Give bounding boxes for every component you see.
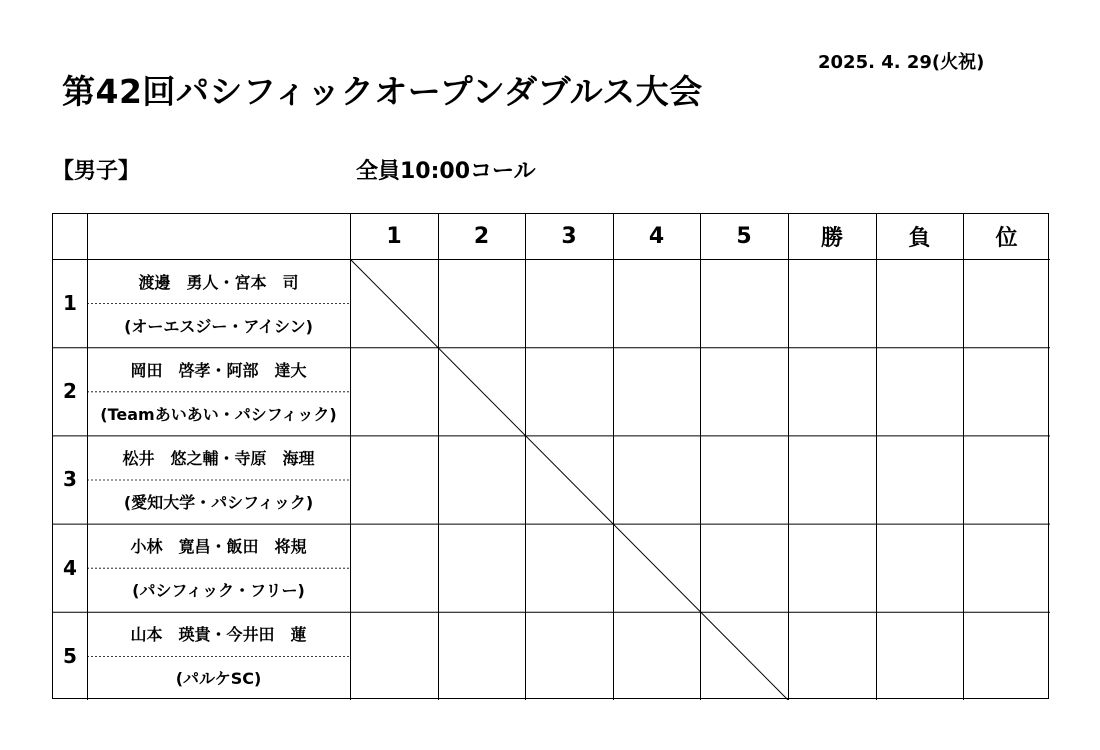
self-match-diagonal [350, 259, 788, 700]
player-names: 山本 瑛貴・今井田 蓮 [130, 625, 307, 645]
player-names: 岡田 啓孝・阿部 達大 [130, 360, 307, 380]
column-header: 2 [473, 224, 490, 249]
row-number: 5 [63, 643, 77, 668]
division-label: 【男子】 [52, 159, 141, 184]
column-header: 1 [386, 224, 402, 249]
column-header: 4 [648, 224, 665, 249]
column-header: 3 [561, 224, 577, 249]
player-names: 渡邊 勇人・宮本 司 [138, 272, 299, 292]
column-header: 5 [736, 224, 752, 249]
row-number: 3 [63, 467, 77, 492]
league-table [52, 213, 1049, 699]
player-club: (パシフィック・フリー) [132, 581, 305, 601]
event-title: 第42回パシフィックオープンダブルス大会 [62, 72, 703, 111]
player-names: 松井 悠之輔・寺原 海理 [122, 448, 315, 468]
player-club: (Teamあいあい・パシフィック) [100, 404, 337, 424]
column-header: 負 [908, 226, 931, 251]
row-number: 2 [63, 379, 77, 404]
column-header: 勝 [820, 226, 843, 251]
player-club: (愛知大学・パシフィック) [123, 493, 314, 513]
row-number: 1 [63, 291, 77, 316]
column-header: 位 [995, 226, 1018, 251]
event-date: 2025. 4. 29(火祝) [818, 52, 985, 73]
player-club: (パルケSC) [175, 669, 262, 689]
player-names: 小林 寛昌・飯田 将規 [130, 537, 307, 557]
row-number: 4 [63, 555, 77, 580]
call-time: 全員10:00コール [356, 159, 536, 184]
player-club: (オーエスジー・アイシン) [124, 316, 313, 336]
